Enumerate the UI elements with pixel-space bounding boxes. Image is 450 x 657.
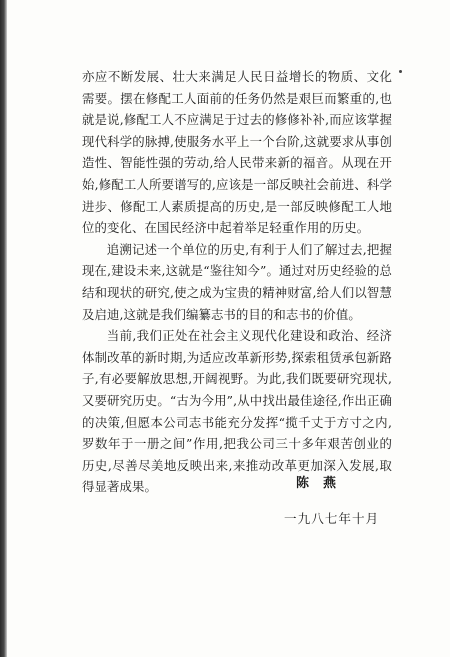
page-binding-edge bbox=[0, 0, 7, 657]
document-date: 一九八七年十月 bbox=[284, 511, 380, 526]
author-signature: 陈燕 bbox=[296, 476, 351, 491]
scan-speck bbox=[399, 70, 402, 73]
body-text bbox=[82, 66, 392, 498]
paragraph-3: 当前,我们正处在社会主义现代化建设和政治、经济体制改革的新时期,为适应改革新形势,探索租赁承包新路子,有必要解放思想,开阔视野。为此,我们既要研究现状,又要研究历史。“古为今用”,从中找出最佳途径,作出正确的决策,但愿本公司志书能充分发挥“揽千丈于方寸之内,罗数年于一册之间”作用,把我公司三十多年艰苦创业的历史,尽善尽美地反映出来,来推动改革更加深入发展,取得显著成果。 bbox=[82, 328, 392, 495]
paragraph-1: 亦应不断发展、壮大来满足人民日益增长的物质、文化需要。摆在修配工人面前的任务仍然是艰巨而繁重的,也就是说,修配工人不应满足于过去的修修补补,而应该掌握现代科学的脉搏,使服务水平上一个台阶,这就要求从事创造性、智能性强的劳动,给人民带来新的福音。从现在开始,修配工人所要谱写的,应该是一部反映社会前进、科学进步、修配工人素质提高的历史,是一部反映修配工人地位的变化、在国民经济中起着举足轻重作用的历史。 bbox=[82, 69, 392, 236]
paragraph-2: 追溯记述一个单位的历史,有利于人们了解过去,把握现在,建设未来,这就是“鉴往知今”。通过对历史经验的总结和现状的研究,使之成为宝贵的精神财富,给人们以智慧及启迪,这就是我们编纂志书的目的和志书的价值。 bbox=[82, 241, 392, 322]
